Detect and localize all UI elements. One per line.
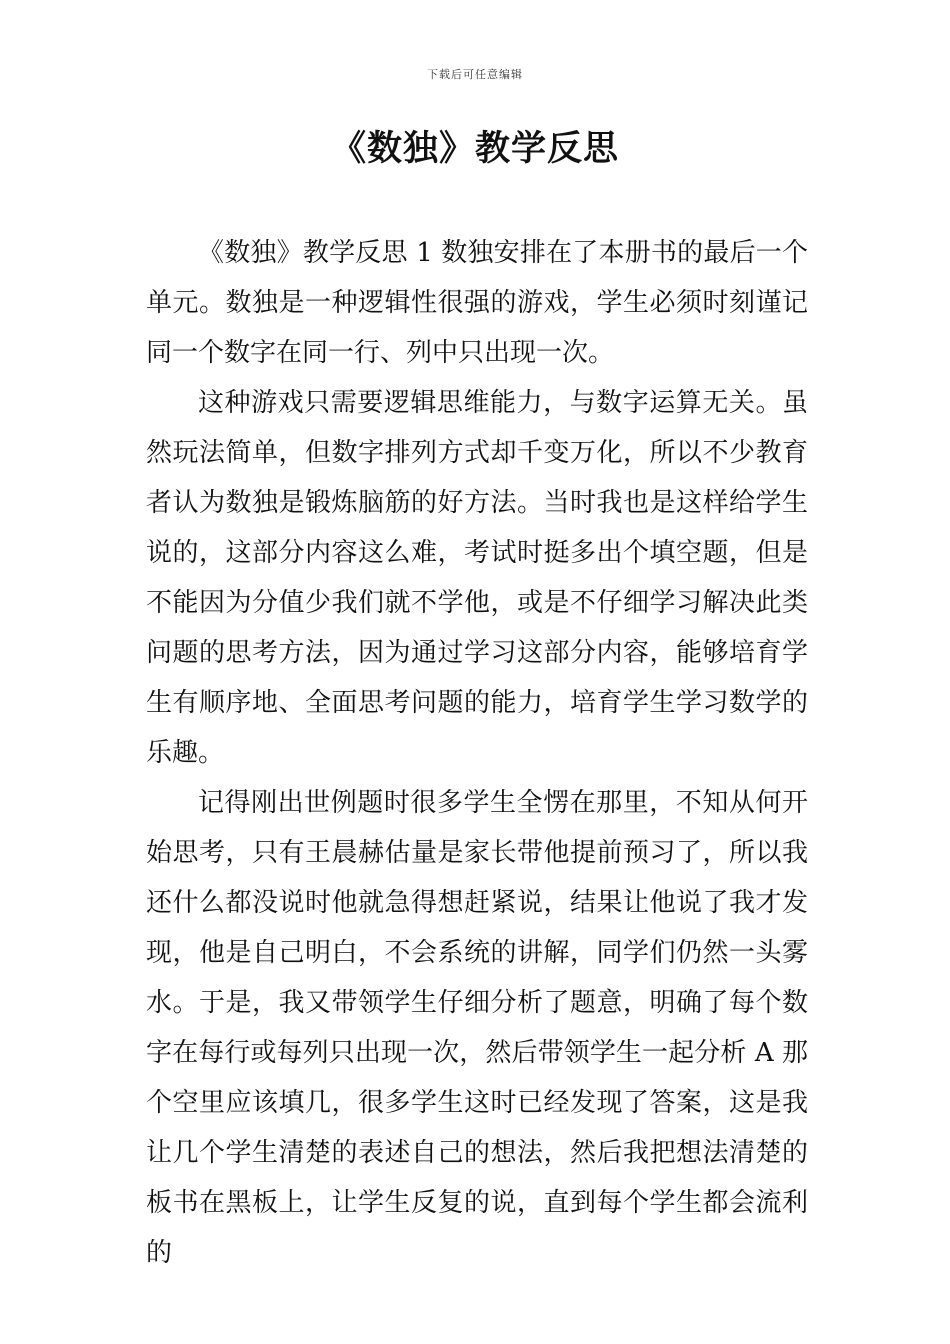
header-note: 下载后可任意编辑 [427,68,523,81]
document-title: 《数独》教学反思 [330,129,619,169]
paragraph-1: 《数独》教学反思 1 数独安排在了本册书的最后一个单元。数独是一种逻辑性很强的游戏，学生必须时刻谨记同一个数字在同一行、列中只出现一次。 [146,238,808,368]
document-body [146,228,808,1278]
paragraph-3: 记得刚出世例题时很多学生全愣在那里，不知从何开始思考，只有王晨赫估量是家长带他提前预习了，所以我还什么都没说时他就急得想赶紧说，结果让他说了我才发现，他是自己明白，不会系统的讲解，同学们仍然一头雾水。于是，我又带领学生仔细分析了题意，明确了每个数字在每行或每列只出现一次，然后带领学生一起分析 A 那个空里应该填几，很多学生这时已经发现了答案，这是我让几个学生清楚的表述自己的想法，然后我把想法清楚的板书在黑板上，让学生反复的说，直到每个学生都会流利的 [146,788,808,1268]
paragraph-2: 这种游戏只需要逻辑思维能力，与数字运算无关。虽然玩法简单，但数字排列方式却千变万化，所以不少教育者认为数独是锻炼脑筋的好方法。当时我也是这样给学生说的，这部分内容这么难，考试时挺多出个填空题，但是不能因为分值少我们就不学他，或是不仔细学习解决此类问题的思考方法，因为通过学习这部分内容，能够培育学生有顺序地、全面思考问题的能力，培育学生学习数学的乐趣。 [146,388,808,768]
